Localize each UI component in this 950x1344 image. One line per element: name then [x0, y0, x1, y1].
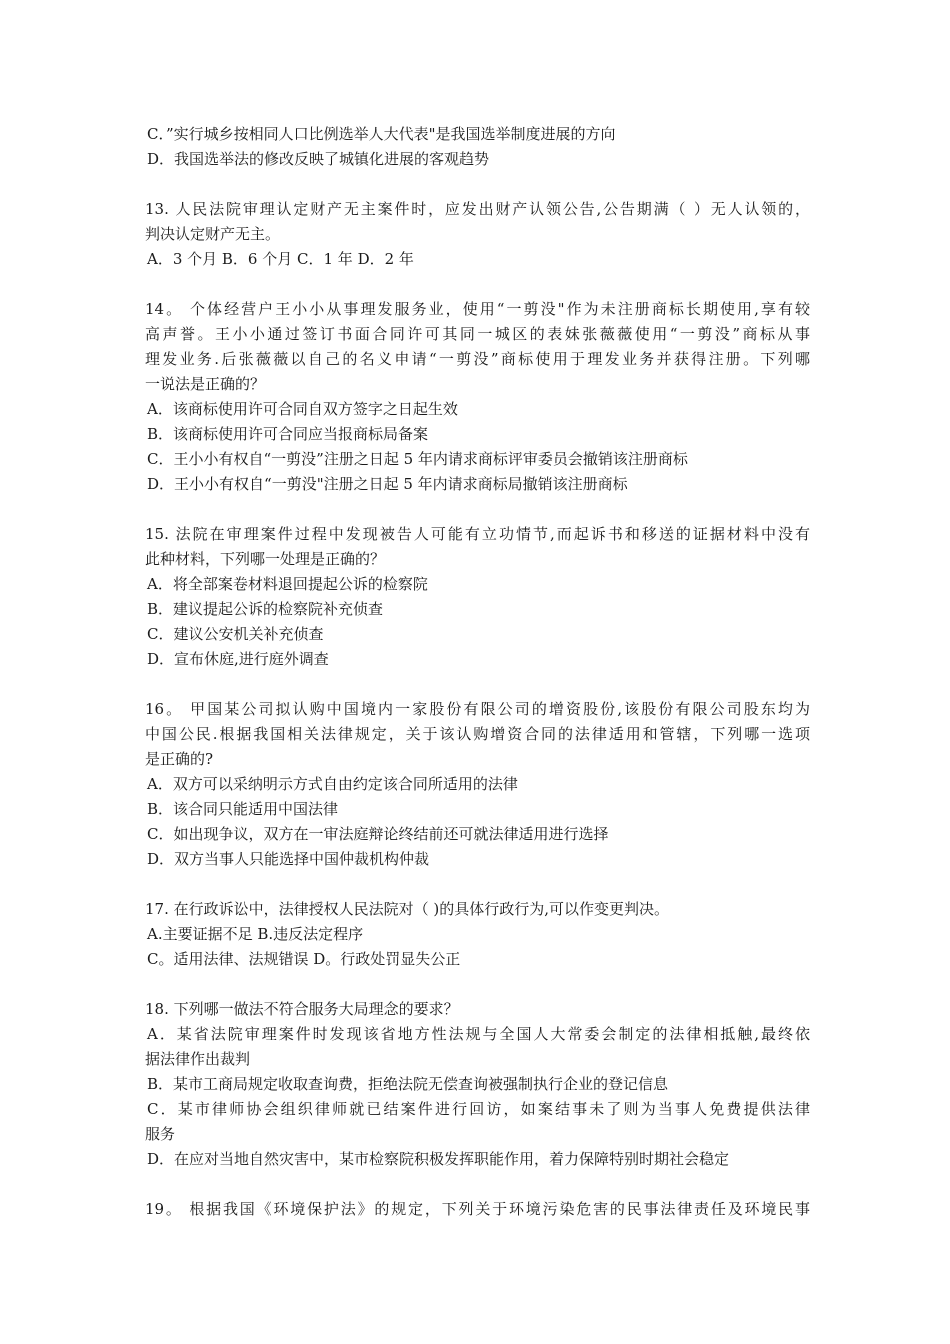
- q12-option-d: D．我国选举法的修改反映了城镇化进展的客观趋势: [147, 150, 490, 168]
- spacer: [145, 172, 810, 197]
- option-c: C．如出现争议，双方在一审法庭辩论终结前还可就法律适用进行选择: [147, 825, 609, 843]
- question-stem-line: 一说法是正确的？: [145, 375, 266, 393]
- option-c: C．王小小有权自“一剪没”注册之日起 5 年内请求商标评审委员会撤销该注册商标: [147, 450, 688, 468]
- question-stem-line: 13. 人民法院审理认定财产无主案件时，应发出财产认领公告,公告期满（ ）无人认领的，: [145, 200, 810, 218]
- question-18: [145, 997, 810, 1172]
- question-stem-line: 高声誉。王小小通过签订书面合同许可其同一城区的表妹张薇薇使用“一剪没”商标从事: [145, 325, 810, 343]
- question-stem-line: 此种材料，下列哪一处理是正确的？: [145, 550, 386, 568]
- option-b: B．某市工商局规定收取查询费，拒绝法院无偿查询被强制执行企业的登记信息: [147, 1075, 669, 1093]
- option-b: B．该合同只能适用中国法律: [147, 800, 339, 818]
- spacer: [145, 872, 810, 897]
- question-15: [145, 522, 810, 672]
- question-stem-line: 18. 下列哪一做法不符合服务大局理念的要求？: [145, 1000, 459, 1018]
- option-d: D．宣布休庭,进行庭外调查: [147, 650, 329, 668]
- question-19: [145, 1197, 810, 1222]
- question-16: [145, 697, 810, 872]
- option-a: A．双方可以采纳明示方式自由约定该合同所适用的法律: [147, 775, 518, 793]
- spacer: [145, 272, 810, 297]
- option-a: A．将全部案卷材料退回提起公诉的检察院: [147, 575, 428, 593]
- option-c-continued: 服务: [145, 1125, 176, 1143]
- question-14: [145, 297, 810, 497]
- option-b: B．建议提起公诉的检察院补充侦查: [147, 600, 384, 618]
- spacer: [145, 497, 810, 522]
- option-d: D．王小小有权自“一剪没"注册之日起 5 年内请求商标局撤销该注册商标: [147, 475, 628, 493]
- q12-option-c: C．”实行城乡按相同人口比例选举人大代表"是我国选举制度进展的方向: [147, 125, 616, 143]
- page-content: [145, 122, 810, 1222]
- option-b: B．该商标使用许可合同应当报商标局备案: [147, 425, 429, 443]
- spacer: [145, 672, 810, 697]
- option-a: A．某省法院审理案件时发现该省地方性法规与全国人大常委会制定的法律相抵触,最终依: [147, 1025, 810, 1043]
- question-stem-line: 16。 甲国某公司拟认购中国境内一家股份有限公司的增资股份,该股份有限公司股东均为: [145, 700, 810, 718]
- question-stem-line: 中国公民.根据我国相关法律规定，关于该认购增资合同的法律适用和管辖，下列哪一选项: [145, 725, 810, 743]
- spacer: [145, 972, 810, 997]
- question-stem-line: 17. 在行政诉讼中，法律授权人民法院对（ )的具体行政行为,可以作变更判决。: [145, 900, 670, 918]
- question-options: A．3 个月 B．6 个月 C．1 年 D．2 年: [147, 250, 414, 268]
- option-a: A．该商标使用许可合同自双方签字之日起生效: [147, 400, 458, 418]
- options-line: A.主要证据不足 B.违反法定程序: [147, 925, 364, 943]
- question-stem-line: 14。 个体经营户王小小从事理发服务业，使用“一剪没"作为未注册商标长期使用,享有较: [145, 300, 810, 318]
- option-c: C．建议公安机关补充侦查: [147, 625, 324, 643]
- question-stem-line: 理发业务.后张薇薇以自己的名义申请“一剪没”商标使用于理发业务并获得注册。下列哪: [145, 350, 810, 368]
- question-13: [145, 197, 810, 272]
- question-stem-line: 判决认定财产无主。: [145, 225, 281, 243]
- options-line: C。适用法律、法规错误 D。行政处罚显失公正: [147, 950, 461, 968]
- option-a-continued: 据法律作出裁判: [145, 1050, 251, 1068]
- option-d: D．双方当事人只能选择中国仲裁机构仲裁: [147, 850, 430, 868]
- option-c: C．某市律师协会组织律师就已结案件进行回访，如案结事未了则为当事人免费提供法律: [147, 1100, 810, 1118]
- option-d: D．在应对当地自然灾害中，某市检察院积极发挥职能作用，着力保障特别时期社会稳定: [147, 1150, 730, 1168]
- question-stem-line: 15. 法院在审理案件过程中发现被告人可能有立功情节,而起诉书和移送的证据材料中没有: [145, 525, 810, 543]
- question-stem-line: 是正确的?: [145, 750, 214, 768]
- question-stem-line: 19。 根据我国《环境保护法》的规定，下列关于环境污染危害的民事法律责任及环境民事: [145, 1200, 810, 1218]
- spacer: [145, 1172, 810, 1197]
- question-17: [145, 897, 810, 972]
